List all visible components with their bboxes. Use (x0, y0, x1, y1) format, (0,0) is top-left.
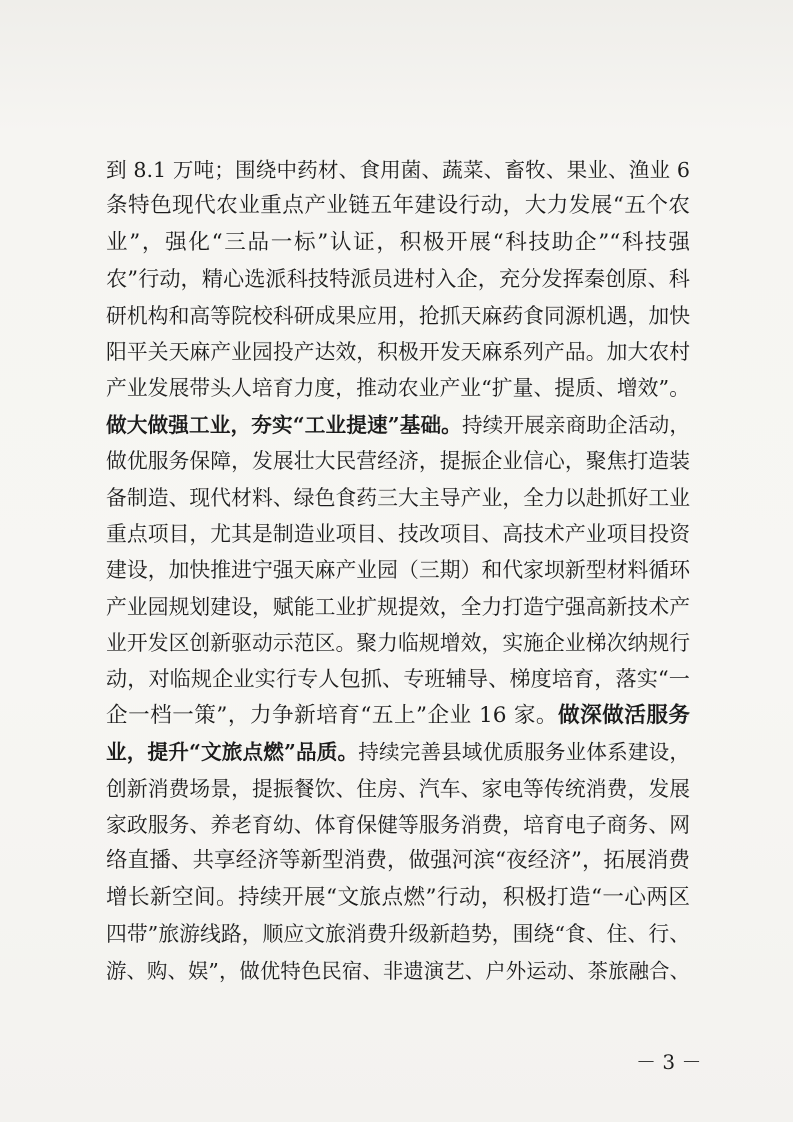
text-line (106, 370, 690, 406)
body-text-segment: 四带”旅游线路，顺应文旅消费升级新趋势，围绕“食、住、行、 (106, 922, 690, 947)
page-number: － 3 － (636, 1050, 702, 1074)
text-line (106, 734, 690, 770)
bold-heading-text: 做深做活服务 (558, 702, 690, 728)
body-text-segment: 建设，加快推进宁强天麻产业园（三期）和代家坝新型材料循环 (106, 558, 690, 583)
text-line (106, 480, 690, 516)
text-line (106, 225, 690, 261)
body-text-segment: 持续开展亲商助企活动， (461, 412, 690, 437)
text-line (106, 698, 690, 734)
text-line (106, 407, 690, 443)
body-text-segment: 条特色现代农业重点产业链五年建设行动，大力发展“五个农 (106, 193, 690, 219)
text-line (106, 443, 690, 479)
text-line (106, 188, 690, 224)
body-text-segment: 产业发展带头人培育力度，推动农业产业“扩量、提质、增效”。 (106, 376, 690, 401)
body-text-segment: 家政服务、养老育幼、体育保健等服务消费，培育电子商务、网 (106, 813, 690, 838)
text-line (106, 334, 690, 370)
body-text-segment: 业开发区创新驱动示范区。聚力临规增效，实施企业梯次纳规行 (106, 631, 690, 656)
body-text-segment: 业”，强化“三品一标”认证，积极开展“科技助企”“科技强 (106, 229, 690, 255)
body-text-segment: 络直播、共享经济等新型消费，做强河滨“夜经济”，拓展消费 (106, 848, 690, 874)
text-line (106, 589, 690, 625)
body-text-segment: 动，对临规企业实行专人包抓、专班辅导、梯度培育，落实“一 (106, 666, 690, 692)
text-line (106, 953, 690, 989)
text-line (106, 552, 690, 588)
body-text-segment: 研机构和高等院校科研成果应用，抢抓天麻药食同源机遇，加快 (106, 303, 690, 328)
body-text-segment: 农”行动，精心选派科技特派员进村入企，充分发挥秦创原、科 (106, 266, 690, 292)
body-text (106, 152, 690, 989)
text-line (106, 916, 690, 952)
body-text-segment: 增长新空间。持续开展“文旅点燃”行动，积极打造“一心两区 (106, 884, 690, 910)
text-line (106, 261, 690, 297)
bold-heading-text: 业，提升“文旅点燃”品质。 (106, 740, 359, 765)
text-line (106, 843, 690, 879)
body-text-segment: 持续完善县域优质服务业体系建设， (358, 740, 690, 765)
text-line (106, 771, 690, 807)
body-text-segment: 到 8.1 万吨；围绕中药材、食用菌、蔬菜、畜牧、果业、渔业 6 (106, 158, 690, 182)
text-line (106, 661, 690, 697)
text-line (106, 152, 690, 188)
body-text-segment: 阳平关天麻产业园投产达效，积极开发天麻系列产品。加大农村 (106, 339, 690, 364)
text-line (106, 516, 690, 552)
body-text-segment: 创新消费场景，提振餐饮、住房、汽车、家电等传统消费，发展 (106, 776, 690, 801)
body-text-segment: 游、购、娱”，做优特色民宿、非遗演艺、户外运动、茶旅融合、 (106, 958, 690, 983)
text-line (106, 625, 690, 661)
body-text-segment: 重点项目，尤其是制造业项目、技改项目、高技术产业项目投资 (106, 521, 690, 546)
body-text-segment: 备制造、现代材料、绿色食药三大主导产业，全力以赴抓好工业 (106, 485, 690, 510)
text-line (106, 298, 690, 334)
body-text-segment: 企一档一策”，力争新培育“五上”企业 16 家。 (106, 702, 559, 728)
text-line (106, 807, 690, 843)
bold-heading-text: 做大做强工业，夯实“工业提速”基础。 (106, 412, 462, 437)
text-line (106, 880, 690, 916)
body-text-segment: 产业园规划建设，赋能工业扩规提效，全力打造宁强高新技术产 (106, 594, 690, 619)
body-text-segment: 做优服务保障，发展壮大民营经济，提振企业信心，聚焦打造装 (106, 449, 690, 474)
